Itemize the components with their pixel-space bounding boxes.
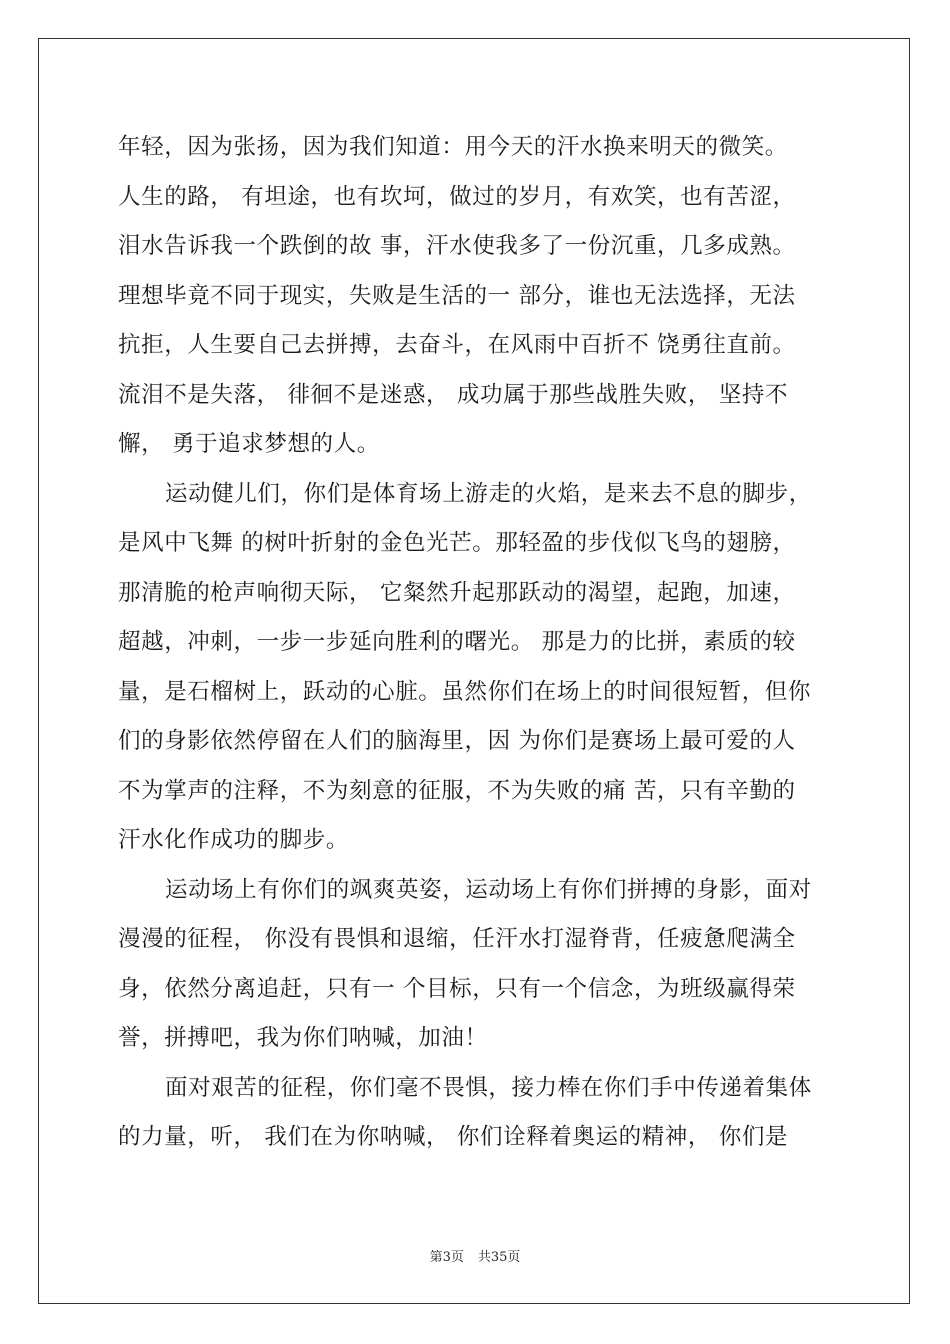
text-line: 人生的路， 有坦途，也有坎坷，做过的岁月，有欢笑，也有苦涩，: [118, 183, 796, 210]
text-line: 超越，冲刺，一步一步延向胜利的曙光。 那是力的比拼，素质的较: [118, 629, 796, 655]
text-line: 流泪不是失落， 徘徊不是迷惑， 成功属于那些战胜失败， 坚持不: [118, 381, 789, 408]
text-line: 面对艰苦的征程，你们毫不畏惧，接力棒在你们手中传递着集体: [165, 1074, 812, 1101]
text-line: 那清脆的枪声响彻天际， 它粲然升起那跃动的渴望，起跑，加速，: [118, 579, 796, 606]
text-line: 抗拒，人生要自己去拼搏，去奋斗，在风雨中百折不 饶勇往直前。: [118, 332, 796, 358]
text-line: 年轻，因为张扬，因为我们知道：用今天的汗水换来明天的微笑。: [118, 134, 788, 160]
text-line: 懈， 勇于追求梦想的人。: [118, 431, 380, 457]
page-total: 共35页: [477, 1250, 521, 1265]
text-line: 汗水化作成功的脚步。: [118, 827, 350, 853]
text-line: 运动场上有你们的飒爽英姿，运动场上有你们拼搏的身影，面对: [165, 876, 812, 903]
text-line: 誉，拼搏吧，我为你们呐喊，加油！: [118, 1025, 488, 1051]
text-line: 不为掌声的注释，不为刻意的征服，不为失败的痛 苦，只有辛勤的: [118, 777, 796, 804]
text-line: 泪水告诉我一个跌倒的故 事，汗水使我多了一份沉重，几多成熟。: [118, 233, 796, 259]
text-line: 运动健儿们，你们是体育场上游走的火焰，是来去不息的脚步，: [165, 480, 812, 507]
text-line: 的力量，听， 我们在为你呐喊， 你们诠释着奥运的精神， 你们是: [118, 1124, 789, 1150]
text-line: 漫漫的征程， 你没有畏惧和退缩，任汗水打湿脊背，任疲惫爬满全: [118, 926, 796, 952]
text-line: 是风中飞舞 的树叶折射的金色光芒。那轻盈的步伐似飞鸟的翅膀，: [118, 530, 796, 556]
text-line: 量，是石榴树上，跃动的心脏。虽然你们在场上的时间很短暂，但你: [118, 678, 812, 705]
document-body: [118, 123, 834, 1163]
text-line: 身，依然分离追赶，只有一 个目标，只有一个信念，为班级赢得荣: [118, 975, 796, 1002]
text-line: 理想毕竟不同于现实，失败是生活的一 部分，谁也无法选择，无法: [118, 282, 796, 309]
page-number: 第3页: [429, 1250, 464, 1265]
page-footer: [0, 1246, 950, 1265]
text-line: 们的身影依然停留在人们的脑海里，因 为你们是赛场上最可爱的人: [118, 728, 796, 754]
